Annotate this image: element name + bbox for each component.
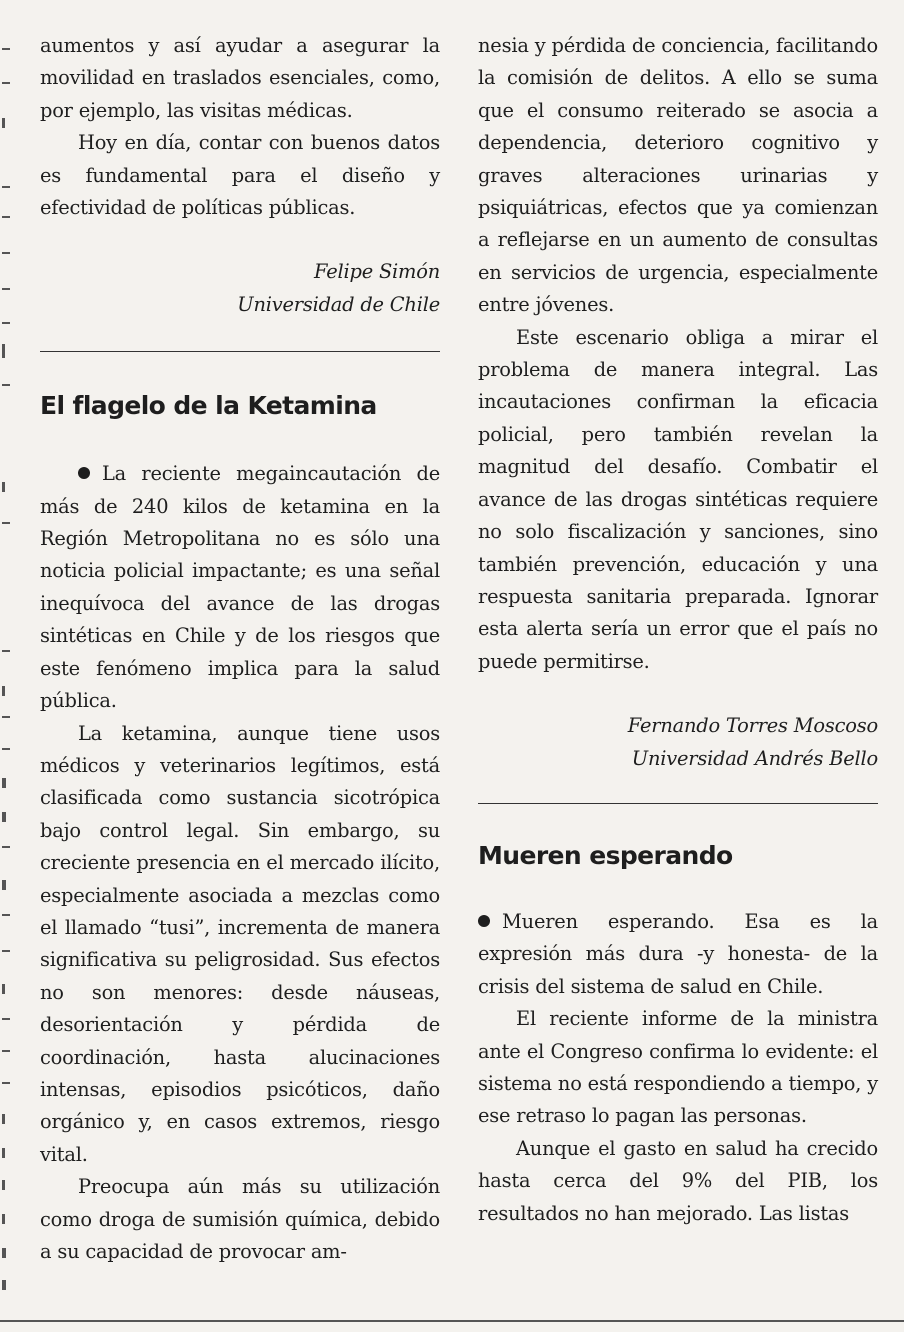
right-paragraph-5: Aunque el gasto en salud ha crecido hasta cerca del 9% del PIB, los resultados no han mejorado. Las listas xyxy=(478,1136,878,1225)
left-paragraph-1: aumentos y así ayudar a asegurar la movilidad en traslados esenciales, como, por ejemplo, las visitas médicas. xyxy=(40,34,440,122)
right-paragraph-1: nesia y pérdida de conciencia, facilitando la comisión de delitos. A ello se suma que el consumo reiterado se asocia a dependencia, deterioro cognitivo y graves alteraciones urinarias y psiquiátricas, efectos que ya comienzan a reflejarse en un aumento de consultas en servicios de urgencia, especialmente entre jóvenes. xyxy=(478,34,878,317)
article-headline-mueren: Mueren esperando xyxy=(478,840,733,870)
right-paragraph-2: Este escenario obliga a mirar el problema de manera integral. Las incautaciones confirman la eficacia policial, pero también revelan la magnitud del desafío. Combatir el avance de las drogas sintéticas requiere no solo fiscalización y sanciones, sino también prevención, educación y una respuesta sanitaria preparada. Ignorar esta alerta sería un error que el país no puede permitirse. xyxy=(478,325,878,673)
bullet-marker xyxy=(78,467,90,479)
left-paragraph-3: La reciente megaincautación de más de 240 kilos de ketamina en la Región Metropolitana no es sólo una noticia policial impactante; es una señal inequívoca del avance de las drogas sintéticas en Chile y de los riesgos que este fenómeno implica para la salud pública. xyxy=(40,462,440,713)
right-paragraph-3: Mueren esperando. Esa es la expresión más dura -y honesta- de la crisis del sistema de salud en Chile. xyxy=(478,909,878,998)
left-edge-marks xyxy=(0,0,14,1332)
right-paragraph-4: El reciente informe de la ministra ante el Congreso confirma lo evidente: el sistema no está respondiendo a tiempo, y ese retraso lo pagan las personas. xyxy=(478,1007,878,1128)
left-paragraph-2: Hoy en día, contar con buenos datos es fundamental para el diseño y efectividad de políticas públicas. xyxy=(40,131,440,220)
right-column xyxy=(478,30,878,1230)
article-headline-ketamina: El flagelo de la Ketamina xyxy=(40,391,377,421)
bottom-border xyxy=(0,1320,904,1322)
signature-1-institution: Universidad de Chile xyxy=(237,292,440,316)
signature-1-name: Felipe Simón xyxy=(314,260,440,284)
left-column xyxy=(40,30,440,1268)
left-paragraph-5: Preocupa aún más su utilización como droga de sumisión química, debido a su capacidad de provocar am- xyxy=(40,1175,440,1263)
signature-2-institution: Universidad Andrés Bello xyxy=(631,746,878,770)
bullet-marker xyxy=(478,915,490,927)
signature-2-name: Fernando Torres Moscoso xyxy=(627,714,878,738)
left-paragraph-4: La ketamina, aunque tiene usos médicos y veterinarios legítimos, está clasificada como sustancia sicotrópica bajo control legal. Sin embargo, su creciente presencia en el mercado ilícito, especialmente asociada a mezclas como el llamado “tusi”, incrementa de manera significativa su peligrosidad. Sus efectos no son menores: desde náuseas, desorientación y pérdida de coordinación, hasta alucinaciones intensas, episodios psicóticos, daño orgánico y, en casos extremos, riesgo vital. xyxy=(40,721,440,1166)
